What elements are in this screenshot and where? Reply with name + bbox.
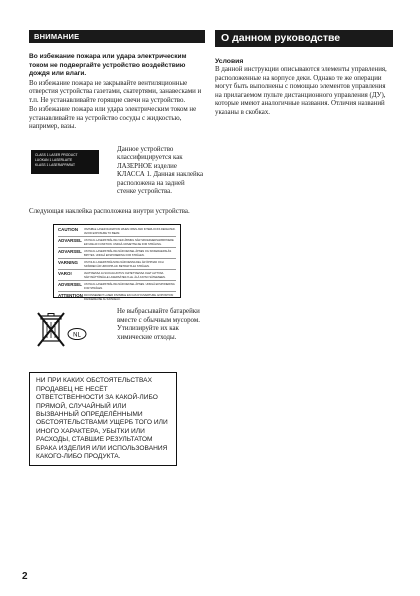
laser-section (29, 146, 205, 208)
caution-key: VARO! (58, 271, 72, 277)
conditions-heading: Условия (215, 58, 244, 65)
caution-text: USYNLIG LASERSTRÅLING NÅR DEKSEL ÅPNES. UNNGÅ EKSPONERING FOR STRÅLEN. (84, 283, 175, 290)
caution-text: INVISIBLE LASER RADIATION WHEN OPEN AND INTERLOCKS DEFEATED. AVOID EXPOSURE TO BEAM. (84, 228, 176, 235)
battery-disposal-note: Не выбрасывайте батарейки вместе с обычным мусором. Утилизируйте их как химические отходы. (117, 308, 200, 341)
caution-text: RAYONNEMENT LASER INVISIBLE EN CAS D'OUVERTURE. EXPOSITION DANGEREUSE AU FAISCEAU. (84, 294, 174, 301)
caution-label-block (58, 250, 176, 259)
caution-label-block (58, 261, 176, 270)
caution-key: VARNING (58, 260, 78, 266)
caution-key: ADVARSEL (58, 238, 82, 244)
caution-text: AVATTAESSA JA SUOJALUKITUS OHITETTAESSA OLET ALTTIINA NÄKYMÄTTÖMÄLLE LASERSÄTEILYLLE. ÄLÄ KATSO SÄTEESEEN. (84, 272, 166, 279)
caution-key: ADVERSEL (58, 282, 82, 288)
liability-disclaimer: НИ ПРИ КАКИХ ОБСТОЯТЕЛЬСТВАХ ПРОДАВЕЦ НЕ НЕСЁТ ОТВЕТСТВЕННОСТИ ЗА КАКОЙ-ЛИБО ПРЯМОЙ, СЛУЧАЙНЫЙ ИЛИ ВЫЗВАННЫЙ ОПРЕДЕЛЁННЫМИ ОБСТОЯТЕЛЬСТВАМИ УЩЕРБ ТОГО ИЛИ ИНОГО ХАРАКТЕРА, УБЫТКИ ИЛИ РАСХОДЫ, СТАВШИЕ РЕЗУЛЬТАТОМ БРАКА ИЗДЕЛИЯ ИЛИ ИСПОЛЬЗОВАНИЯ КАКОГО-ЛИБО ПРОДУКТА. (29, 372, 177, 466)
caution-key: ADVARSEL (58, 249, 82, 255)
laser-label-line: LUOKAN 1 LASERLAITE (35, 157, 73, 162)
caution-label-block (58, 239, 176, 248)
page-number: 2 (22, 571, 28, 582)
caution-key: ATTENTION (58, 293, 83, 299)
battery-section (29, 308, 205, 372)
fire-warning-text-2: Во избежание пожара или удара электрическим током не устанавливайте на устройство сосуды с жидкостью, например, вазы. (29, 106, 197, 131)
fire-warning-text-1: Во избежание пожара не закрывайте вентиляционные отверстия устройства газетами, скатертями, занавесками и т.п. Не устанавливайте горящие свечи на устройство. (29, 79, 202, 104)
conditions-text: В данной инструкции описываются элементы управления, расположенные на корпусе деки. Однако те же операции могут быть выполнены с помощью элементов управления на прилагаемом пульте дистанционного управления (ДУ), которые имеют аналогичные названия. Отличия названий указаны в скобках. (215, 66, 387, 116)
laser-label-line: CLASS 1 LASER PRODUCT (35, 152, 78, 157)
about-manual-title-bar: О данном руководстве (215, 30, 393, 47)
caution-label (53, 224, 181, 301)
right-column (215, 30, 393, 117)
caution-text: OSYNLIG LASERSTRÅLNING NÄR DENNA DEL ÄR ÖPPNAD OCH SPÄRREN ÄR URKOPPLAD. BETRAKTA EJ STRÅLEN. (84, 261, 164, 268)
fire-warning-heading: Во избежание пожара или удара электрическим током не подвергайте устройство воздействию дождя или влаги. (29, 53, 187, 78)
caution-label-block (58, 228, 176, 237)
left-column (29, 30, 205, 466)
caution-text: USYNLIG LASERSTRÅLING NÅR DEKSEL ÅPNES OG SIKKERHEDSLÅS BRYTES. UNNGÅ EKSPONERING FOR STRÅLEN. (84, 250, 172, 257)
laser-description: Данное устройство классифицируется как ЛАЗЕРНОЕ изделие КЛАССА 1. Данная наклейка расположена на задней стенке устройства. (117, 145, 204, 196)
inner-label-note: Следующая наклейка расположена внутри устройства. (29, 207, 190, 215)
crossed-bin-icon (35, 310, 91, 350)
caution-label-block (58, 283, 176, 292)
caution-text: USYNLIG LASERSTRÅLING VED ÅBNING NÅR SIKKERHEDSAFBRYDERE ER UDE AF FUNKTION. UNDGÅ UDSÆTTELSE FOR STRÅLING. (84, 239, 174, 246)
caution-label-block (58, 294, 176, 301)
warning-title-bar: ВНИМАНИЕ (29, 30, 205, 43)
battery-nl-mark: NL (73, 332, 81, 339)
caution-key: CAUTION (58, 227, 79, 233)
laser-label-line: KLASS 1 LASERAPPARAT (35, 162, 76, 167)
laser-class-label (31, 150, 99, 174)
caution-label-block (58, 272, 176, 281)
